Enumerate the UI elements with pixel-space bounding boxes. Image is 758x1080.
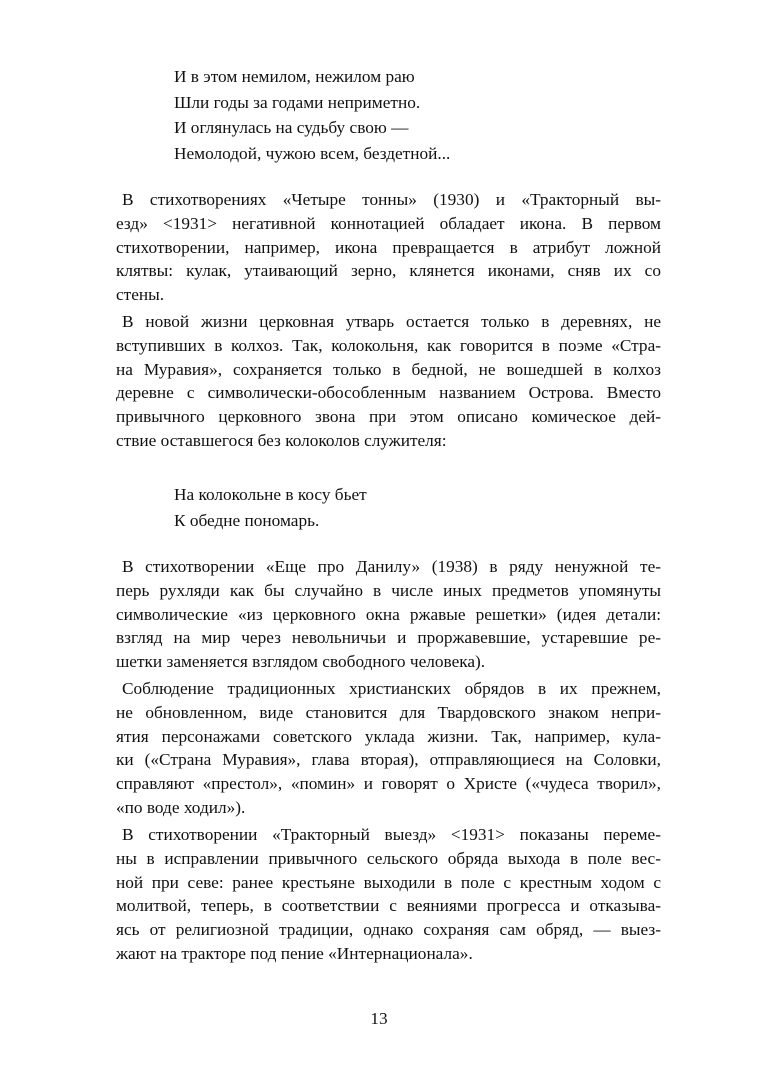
text-line: езд» <1931> негативной коннотацией обладает икона. В первом — [116, 213, 661, 233]
verse-line: К обедне пономарь. — [174, 510, 320, 530]
text-line: стихотворении, например, икона превращается в атрибут ложной — [116, 237, 661, 257]
text-line: привычного церковного звона при этом описано комическое дей- — [116, 407, 661, 427]
text-line: В стихотворениях «Четыре тонны» (1930) и «Тракторный вы- — [122, 190, 661, 209]
text-line: деревне с символически-обособленным названием Острова. Вместо — [116, 383, 661, 403]
text-line: символические «из церковного окна ржавые решетки» (идея детали: — [116, 604, 661, 624]
text-line: ной при севе: ранее крестьяне выходили в поле с крестным ходом с — [116, 872, 661, 892]
verse-quote-2 — [174, 482, 367, 533]
text-line: ятия персонажами советского уклада жизни. Так, например, кула- — [116, 726, 661, 746]
verse-line: И в этом немилом, нежилом раю — [174, 67, 415, 86]
text-line: В стихотворении «Тракторный выезд» <1931> показаны переме- — [122, 825, 661, 844]
paragraph-3 — [116, 555, 661, 674]
text-line: ясь от религиозной традиции, однако сохраняя сам обряд, — выез- — [116, 920, 661, 940]
page-number: 13 — [370, 1009, 388, 1028]
text-line: перь рухляди как бы случайно в числе иных предметов упомянуты — [116, 580, 661, 600]
text-line: справляют «престол», «помин» и говорят о Христе («чудеса творил», — [116, 774, 661, 794]
text-line: вступивших в колхоз. Так, колокольня, как говорится в поэме «Стра- — [116, 335, 661, 355]
text-line: клятвы: кулак, утаивающий зерно, клянется иконами, сняв их со — [116, 261, 661, 281]
text-line: молитвой, теперь, в соответствии с веяниями прогресса и отказыва- — [116, 896, 661, 916]
text-line: Соблюдение традиционных христианских обрядов в их прежнем, — [122, 679, 661, 698]
text-line: ствие оставшегося без колоколов служителя: — [116, 430, 447, 450]
text-line: ки («Страна Муравия», глава вторая), отправляющиеся на Соловки, — [116, 750, 661, 770]
verse-line: Немолодой, чужою всем, бездетной... — [174, 143, 451, 163]
text-line: В новой жизни церковная утварь остается только в деревнях, не — [122, 312, 661, 331]
text-line: не обновленном, виде становится для Твардовского знаком непри- — [116, 702, 661, 722]
verse-quote-1 — [174, 64, 450, 166]
text-line: В стихотворении «Еще про Данилу» (1938) в ряду ненужной те- — [122, 557, 661, 576]
paragraph-5 — [116, 823, 661, 966]
verse-line: Шли годы за годами неприметно. — [174, 92, 421, 112]
text-line: на Муравия», сохраняется только в бедной, не вошедшей в колхоз — [116, 359, 661, 379]
verse-line: И оглянулась на судьбу свою — — [174, 118, 409, 137]
text-line: ны в исправлении привычного сельского обряда выхода в поле вес- — [116, 848, 661, 868]
paragraph-1 — [116, 188, 661, 307]
text-line: «по воде ходил»). — [116, 797, 246, 817]
paragraph-4 — [116, 677, 661, 820]
text-line: стены. — [116, 285, 165, 305]
text-line: шетки заменяется взглядом свободного человека). — [116, 652, 486, 672]
verse-line: На колокольне в косу бьет — [174, 485, 367, 504]
text-line: взгляд на мир через невольничьи и проржавевшие, устаревшие ре- — [116, 628, 661, 648]
text-line: жают на тракторе под пение «Интернационала». — [116, 943, 473, 963]
paragraph-2 — [116, 310, 661, 453]
